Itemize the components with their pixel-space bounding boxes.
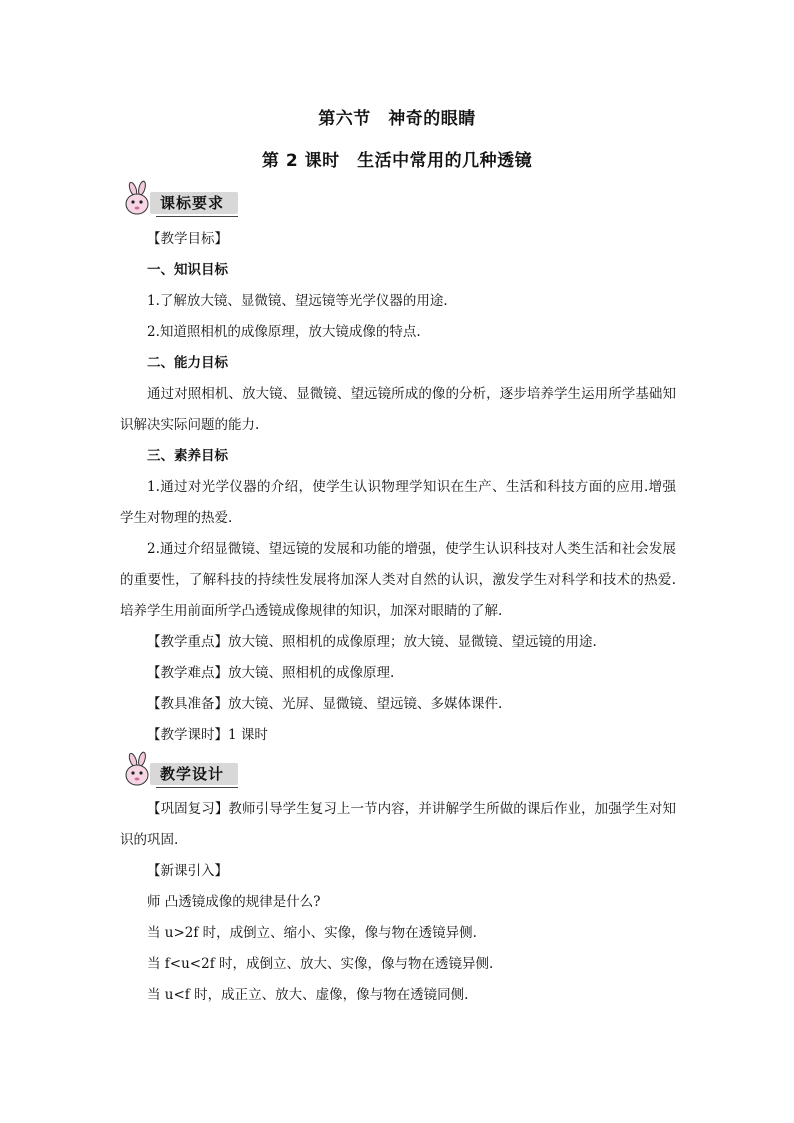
- knowledge-goal-1: 1.了解放大镜、显微镜、望远镜等光学仪器的用途.: [147, 293, 448, 309]
- key-points: 【教学重点】放大镜、照相机的成像原理；放大镜、显微镜、望远镜的用途.: [147, 634, 597, 650]
- banner-label: 教学设计: [150, 763, 238, 785]
- teacher-question: 师 凸透镜成像的规律是什么?: [147, 894, 321, 910]
- class-hours: 【教学课时】1 课时: [147, 727, 268, 743]
- knowledge-goal-2: 2.知道照相机的成像原理，放大镜成像的特点.: [147, 324, 421, 340]
- literacy-goal-1: 1.通过对光学仪器的介绍，使学生认识物理学知识在生产、生活和科技方面的应用.增强学生对物理的热爱.: [120, 479, 676, 526]
- imaging-rule-1: 当 u>2f 时，成倒立、缩小、实像，像与物在透镜异侧.: [147, 925, 477, 941]
- banner-curriculum-requirements: [120, 186, 238, 220]
- teaching-goals-label: 【教学目标】: [147, 231, 228, 247]
- banner-teaching-design: [120, 757, 238, 791]
- literacy-goal-2: 2.通过介绍显微镜、望远镜的发展和功能的增强，使学生认识科技对人类生活和社会发展的重要性，了解科技的持续性发展将加深人类对自然的认识，激发学生对科学和技术的热爱.培养学生用前面所学凸透镜成像规律的知识，加深对眼睛的了解.: [120, 541, 676, 619]
- lesson-subtitle: 第 2 课时 生活中常用的几种透镜: [261, 151, 533, 171]
- mascot-icon: [120, 180, 160, 220]
- literacy-goal-heading: 三、素养目标: [147, 448, 228, 464]
- review-paragraph: 【巩固复习】教师引导学生复习上一节内容，并讲解学生所做的课后作业，加强学生对知识的巩固.: [120, 801, 676, 848]
- new-lesson-label: 【新课引入】: [147, 863, 228, 879]
- knowledge-goal-heading: 一、知识目标: [147, 262, 228, 278]
- teaching-aids: 【教具准备】放大镜、光屏、显微镜、望远镜、多媒体课件.: [147, 696, 503, 712]
- banner-label: 课标要求: [150, 192, 238, 214]
- mascot-icon: [120, 751, 160, 791]
- imaging-rule-3: 当 u<f 时，成正立、放大、虚像，像与物在透镜同侧.: [147, 987, 469, 1003]
- imaging-rule-2: 当 f<u<2f 时，成倒立、放大、实像，像与物在透镜异侧.: [147, 956, 494, 972]
- section-title: 第六节 神奇的眼睛: [318, 109, 476, 129]
- ability-goal-heading: 二、能力目标: [147, 355, 228, 371]
- difficult-points: 【教学难点】放大镜、照相机的成像原理.: [147, 665, 395, 681]
- banner-underline: [156, 787, 238, 788]
- ability-goal-text: 通过对照相机、放大镜、显微镜、望远镜所成的像的分析，逐步培养学生运用所学基础知识解决实际问题的能力.: [120, 386, 676, 433]
- banner-underline: [156, 216, 238, 217]
